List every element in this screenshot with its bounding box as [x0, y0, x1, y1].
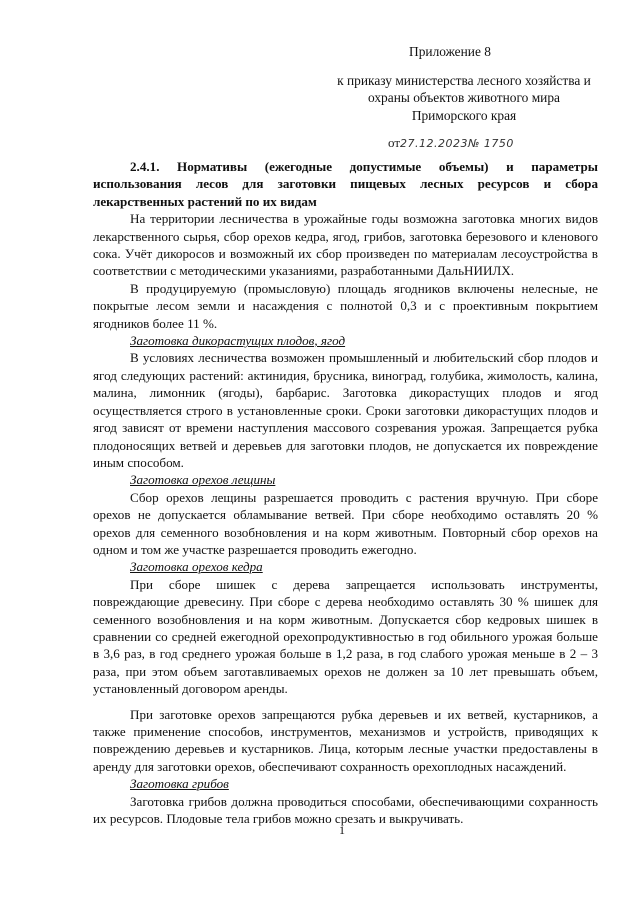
paragraph-gap [93, 698, 598, 706]
subheading-cedar-nuts: Заготовка орехов кедра [130, 559, 263, 575]
section-title: 2.4.1. Нормативы (ежегодные допустимые объемы) и параметры использования лесов для заготовки пищевых лесных ресурсов и сбора лекарственных растений по их видам [93, 159, 598, 209]
paragraph: При сборе шишек с дерева запрещается использовать инструменты, повреждающие древесину. При сборе с дерева необходимо оставлять 30 % шишек для семенного возобновления и на корм животным. Допускается сбор кедровых шишек в сравнении со средней ежегодной орехопродуктивностью в год обильного урожая больше в 3,6 раз, в год среднего урожая больше в 1,2 раза, в год слабого урожая меньше в 2 – 3 раза, при этом объем заготавливаемых орехов не должен за 10 лет превышать объем, установленный договором аренды. [93, 576, 598, 697]
subheading-mushrooms: Заготовка грибов [130, 776, 229, 792]
paragraph: На территории лесничества в урожайные годы возможна заготовка многих видов лекарственного сырья, сбор орехов кедра, ягод, грибов, заготовка березового и кленового сока. Учёт дикоросов и возможный их сбор произведен по материалам лесоустройства в соответствии с методическими указаниями, разработанными ДальНИИЛХ. [93, 211, 598, 279]
paragraph: В условиях лесничества возможен промышленный и любительский сбор плодов и ягод следующих растений: актинидия, брусника, виноград, голубика, жимолость, калина, малина, лимонник (ягоды), барбарис. Заготовка дикорастущих плодов и ягод осуществляется строго в установленные сроки. Сроки заготовки дикорастущих плодов и ягод зависят от времени наступления массового созревания урожая. Запрещается рубка плодоносящих ветвей и деревьев для заготовки плодов, не допускается их повреждение иным способом. [93, 350, 598, 470]
date-prefix: от [388, 135, 401, 150]
document-body [93, 158, 598, 827]
order-reference [326, 72, 602, 124]
handwritten-date-number: 27.12.2023№ 1750 [400, 137, 514, 150]
paragraph: Заготовка грибов должна проводиться способами, обеспечивающими сохранность их ресурсов. Плодовые тела грибов можно срезать и выкручивать. [93, 793, 598, 827]
order-date-line [388, 134, 568, 152]
paragraph: В продуцируемую (промысловую) площадь ягодников включены нелесные, не покрытые лесом земли и насаждения с полнотой 0,3 и с проективным покрытием ягодников более 11 %. [93, 280, 598, 331]
paragraph: Сбор орехов лещины разрешается проводить с растения вручную. При сборе орехов не допускается обламывание ветвей. При сборе необходимо оставлять 20 % орехов для семенного возобновления и на корм животным. Повторный сбор орехов на одном и том же участке разрешается проводить ежегодно. [93, 489, 598, 557]
appendix-title: Приложение 8 [409, 44, 491, 59]
order-line: Приморского края [411, 107, 517, 123]
subheading-wild-fruits: Заготовка дикорастущих плодов, ягод [130, 333, 346, 349]
subheading-hazelnuts: Заготовка орехов лещины [130, 472, 276, 488]
page-number: 1 [339, 823, 345, 837]
order-line: к приказу министерства лесного хозяйства и [337, 73, 591, 88]
paragraph: При заготовке орехов запрещаются рубка деревьев и их ветвей, кустарников, а также применение способов, инструментов, механизмов и устройств, приводящих к повреждению деревьев и кустарников. Лица, которым лесные участки предоставлены в аренду для заготовки орехов, обеспечивают сохранность орехоплодных насаждений. [93, 706, 598, 774]
order-line: охраны объектов животного мира [368, 90, 560, 106]
